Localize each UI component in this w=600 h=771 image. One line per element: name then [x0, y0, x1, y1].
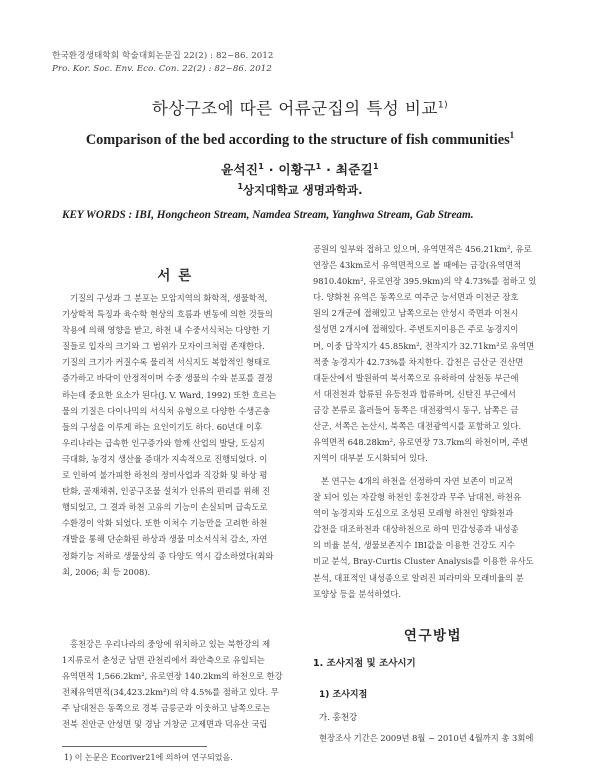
- author-list: [0, 160, 600, 178]
- text-line: 행되었고, 그 결과 하천 고유의 기능이 손실되며 급속도로: [62, 502, 268, 513]
- intro-paragraph-3: [313, 241, 553, 466]
- subsection-heading: 1. 조사지점 및 조사시기: [313, 658, 416, 669]
- footnote-divider: [62, 746, 207, 747]
- journal-citation-korean: 한국환경생태학회 학술대회논문집 22(2) : 82~86. 2012: [52, 51, 274, 61]
- author-affiliation-mark: 1: [373, 161, 379, 171]
- text-line: 역이 농경지와 도심으로 조성된 모래형 하천인 양화천과: [313, 508, 514, 519]
- text-line: 전북 진안군 안성면 및 경남 거창군 고제면과 덕유산 국립: [62, 719, 268, 730]
- text-line: 9810.40km², 유로연장 395.9km)의 약 4.73%를 점하고 있: [313, 276, 537, 287]
- text-line: 전체유역면적(34,423.2km²)의 약 4.5%를 점하고 있다. 무: [62, 687, 279, 698]
- text-line: 정화기능 저하로 생물상의 종 다양도 역시 감소하였다(최와: [62, 550, 274, 561]
- text-line: 탄화, 골재채취, 인공구조물 설치가 인류의 편리를 위해 진: [62, 486, 271, 497]
- intro-paragraph-4: [313, 473, 553, 602]
- text-line: 며, 이중 답작지가 45.85km², 전작지가 32.71km²로 유역면: [313, 340, 535, 351]
- text-line: 극대화, 농경지 생산율 증대가 지속적으로 진행되었다. 이: [62, 453, 268, 464]
- section-heading-methods: 연구방법: [403, 628, 463, 644]
- text-line: 기질의 크기가 커질수록 물리적 서식지도 복합적인 형태로: [62, 357, 271, 368]
- author-affiliation-mark: 1: [258, 161, 265, 171]
- text-line: 잘 되어 있는 자갈형 하천인 홍천강과 무주 남대천, 하천유: [313, 492, 522, 503]
- text-line: 지역이 대부분 도시화되어 있다.: [313, 453, 428, 464]
- text-line: 유역면적 648.28km², 유로연장 73.7km의 하천이며, 주변: [313, 437, 529, 448]
- author-name: 최준길: [335, 162, 373, 177]
- text-line: 들의 구성을 이루게 하는 요인이기도 하다. 60년대 이후: [62, 421, 262, 432]
- text-line: 금강 본류로 흘러들어 동쪽은 대전광역시 동구, 남쪽은 금: [313, 404, 519, 415]
- title-korean: [0, 95, 600, 119]
- text-line: 작용에 의해 영향을 받고, 하천 내 수중서식처는 다양한 기: [62, 325, 271, 336]
- text-line: 설성면 2개시에 접해있다. 주변토지이용은 주로 농경지이: [313, 324, 519, 335]
- text-line: 증가하고 바닥이 안정적이며 수중 생물의 수와 분포를 결정: [62, 373, 273, 384]
- text-line: 원의 2개군에 접해있고 남쪽으로는 안성시 죽면과 이천시: [313, 308, 519, 319]
- text-line: 로 인하여 불가피한 하천의 정비사업과 직강화 및 하상 평: [62, 470, 268, 481]
- keywords: KEY WORDS : IBI, Hongcheon Stream, Namdea Stream, Yanghwa Stream, Gab Stream.: [62, 209, 474, 221]
- text-line: 기상학적 특징과 육수학 현상의 흐름과 변동에 의한 것들의: [62, 309, 273, 320]
- text-line: 1지류로서 춘성군 남면 관천리에서 좌안측으로 유입되는: [62, 655, 265, 666]
- text-line: 우리나라는 급속한 인구증가와 함께 산업의 발달, 도심지: [62, 437, 265, 448]
- journal-citation: [52, 50, 273, 76]
- journal-citation-english: Pro. Kor. Soc. Env. Eco. Con. 22(2) : 82~86. 2012: [52, 64, 272, 74]
- footnote: 1) 이 논문은 Ecoriver21에 의하여 연구되었음.: [64, 753, 233, 762]
- text-line: 비교 분석, Bray-Curtis Cluster Analysis를 이용한 유사도: [313, 556, 534, 567]
- text-line: 개발을 통해 단순화된 하상과 생물 미소서식처 감소, 자연: [62, 534, 268, 545]
- text-line: 수환경이 악화 되었다. 또한 이처수 기능만을 고려한 하천: [62, 518, 268, 529]
- title-english-footnote-mark: 1: [509, 130, 515, 140]
- text-line: 질들로 입자의 크기와 그 범위가 모자이크처럼 존재한다.: [62, 341, 265, 352]
- affiliation-mark: 1: [237, 182, 244, 192]
- author-separator: ·: [321, 162, 336, 177]
- text-line: 산군, 서쪽은 논산시, 북쪽은 대전광역시를 포함하고 있다.: [313, 421, 522, 432]
- title-korean-footnote-mark: 1): [437, 100, 449, 111]
- text-line: 포양상 등을 분석하였다.: [313, 588, 402, 599]
- affiliation: [0, 182, 600, 198]
- text-line: 주 남대천은 동쪽으로 경북 금릉군과 이웃하고 남쪽으로는: [62, 703, 271, 714]
- title-english: [0, 130, 600, 149]
- text-line: 적중 농경지가 42.73%를 차지한다. 갑천은 금산군 진산면: [313, 356, 524, 367]
- title-english-text: Comparison of the bed according to the structure of fish communities: [85, 131, 510, 148]
- methods-text-line: 현장조사 기간은 2009년 8월 ~ 2010년 4월까지 총 3회에: [319, 733, 534, 743]
- text-line: 본 연구는 4개의 하천을 선정하여 자연 보존이 비교적: [321, 476, 514, 486]
- intro-paragraph-1: [62, 290, 288, 580]
- section-heading-introduction: 서 론: [157, 268, 193, 284]
- text-line: 기질의 구성과 그 분포는 모암지역의 화학적, 생물학적,: [70, 293, 268, 303]
- author-affiliation-mark: 1: [315, 161, 322, 171]
- intro-paragraph-2: [62, 636, 288, 733]
- text-line: 홍천강은 우리나라의 중앙에 위치하고 있는 북한강의 제: [70, 639, 271, 649]
- text-line: 하는데 중요한 요소가 된다(J. V. Ward, 1992) 또한 흐르는: [62, 389, 277, 400]
- text-line: 유역면적 1,566.2km², 유로연장 140.2km의 하천으로 한강: [62, 671, 283, 682]
- text-line: 분석, 대표적인 내성종으로 알려진 피라미와 모래비율의 분: [313, 572, 524, 583]
- affiliation-text: 상지대학교 생명과학과.: [243, 183, 363, 197]
- title-korean-text: 하상구조에 따른 어류군집의 특성 비교: [151, 99, 438, 118]
- author-name: 윤석진: [221, 162, 259, 177]
- text-line: 대둔산에서 발원하여 북서쪽으로 유하하여 삼천동 부근에: [313, 372, 519, 383]
- text-line: 서 대전천과 합류된 유등천과 합류하며, 신탄진 부근에서: [313, 388, 516, 399]
- text-line: 물의 기질은 다이나믹의 서식처 유형으로 다양한 수생곤충: [62, 405, 271, 416]
- author-name: 이황구: [278, 162, 316, 177]
- subsubsection-heading: 1) 조사지점: [319, 690, 368, 700]
- text-line: 최, 2006; 최 등 2008).: [62, 566, 151, 577]
- text-line: 의 비율 분석, 생물보존지수 IBI값을 이용한 건강도 지수: [313, 540, 516, 551]
- text-line: 갑천을 대조하천과 대상하천으로 하여 민감성종과 내성종: [313, 524, 519, 535]
- text-line: 연장은 43km로서 유역면적으로 볼 때에는 금강(유역면적: [313, 260, 522, 271]
- text-line: 공원의 일부와 접하고 있으며, 유역면적은 456.21km², 유로: [313, 244, 532, 254]
- text-line: 다. 양화천 유역은 동쪽으로 여주군 능서면과 이천군 장호: [313, 292, 519, 303]
- author-separator: ·: [264, 162, 279, 177]
- item-heading: 가. 홍천강: [319, 713, 358, 723]
